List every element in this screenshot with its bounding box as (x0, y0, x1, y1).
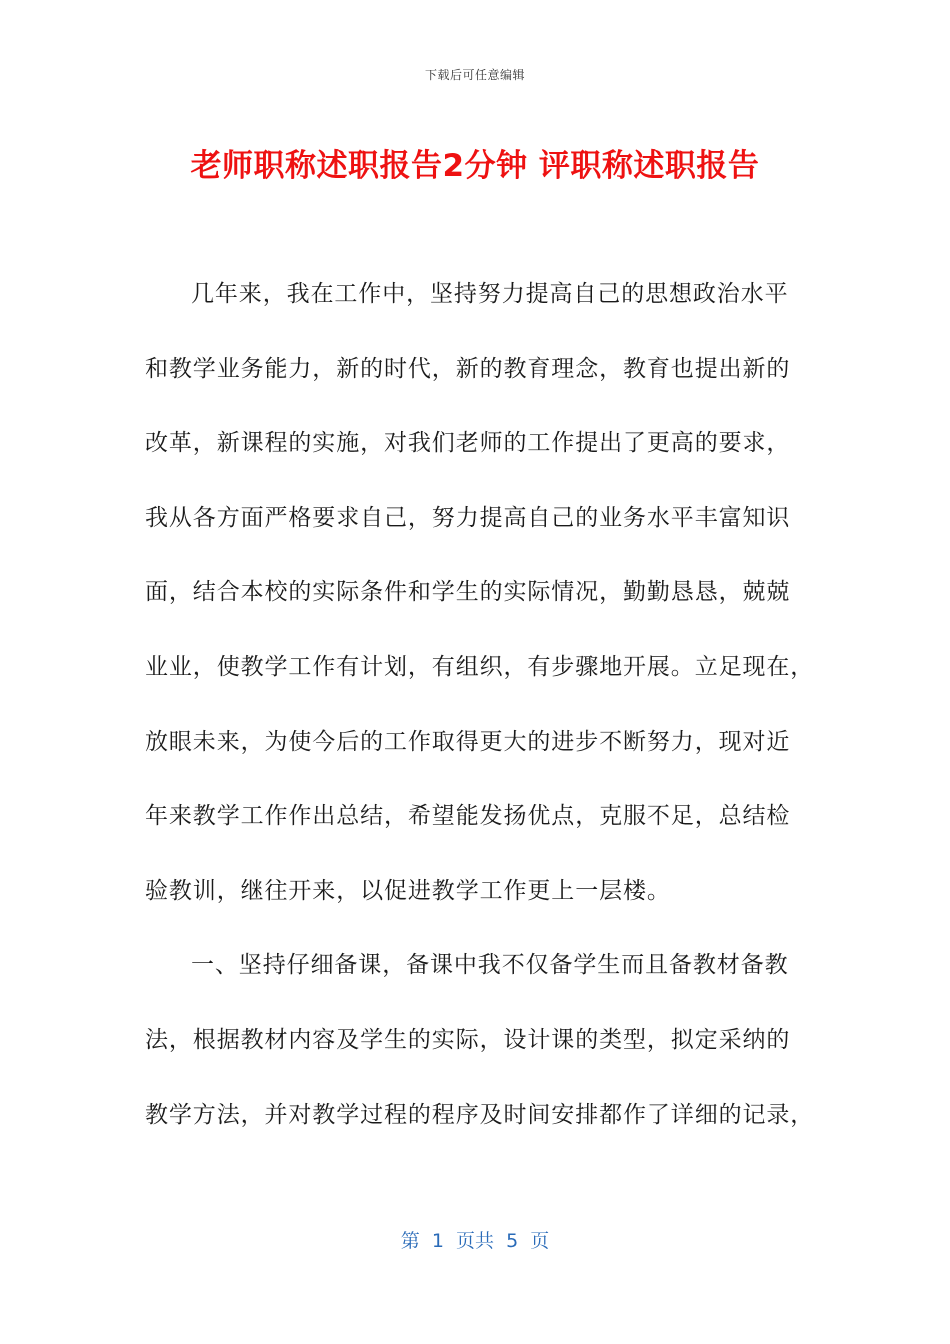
paragraph-line: 验教训，继往开来，以促进教学工作更上一层楼。 (145, 877, 671, 904)
paragraph-line: 业业，使教学工作有计划，有组织，有步骤地开展。立足现在， (145, 653, 815, 680)
paragraph-line: 放眼未来，为使今后的工作取得更大的进步不断努力，现对近 (145, 728, 791, 755)
paragraph-line: 法，根据教材内容及学生的实际，设计课的类型，拟定采纳的 (145, 1026, 791, 1053)
paragraph-line: 年来教学工作作出总结，希望能发扬优点，克服不足，总结检 (145, 803, 791, 830)
paragraph-line: 面，结合本校的实际条件和学生的实际情况，勤勤恳恳，兢兢 (145, 579, 791, 606)
paragraph-line: 和教学业务能力，新的时代，新的教育理念，教育也提出新的 (145, 355, 791, 382)
page-number-footer: 第 1 页共 5 页 (400, 1230, 550, 1252)
body-text (145, 274, 815, 1169)
paragraph-line: 几年来，我在工作中，坚持努力提高自己的思想政治水平 (191, 281, 789, 307)
paragraph-line: 一、坚持仔细备课，备课中我不仅备学生而且备教材备教 (191, 952, 789, 979)
paragraph-line: 教学方法，并对教学过程的程序及时间安排都作了详细的记录， (145, 1101, 815, 1128)
page-title: 老师职称述职报告2分钟 评职称述职报告 (190, 148, 760, 184)
paragraph-line: 改革，新课程的实施，对我们老师的工作提出了更高的要求， (145, 430, 791, 457)
paragraph-line: 我从各方面严格要求自己，努力提高自己的业务水平丰富知识 (145, 504, 791, 531)
header-note: 下载后可任意编辑 (424, 68, 525, 82)
